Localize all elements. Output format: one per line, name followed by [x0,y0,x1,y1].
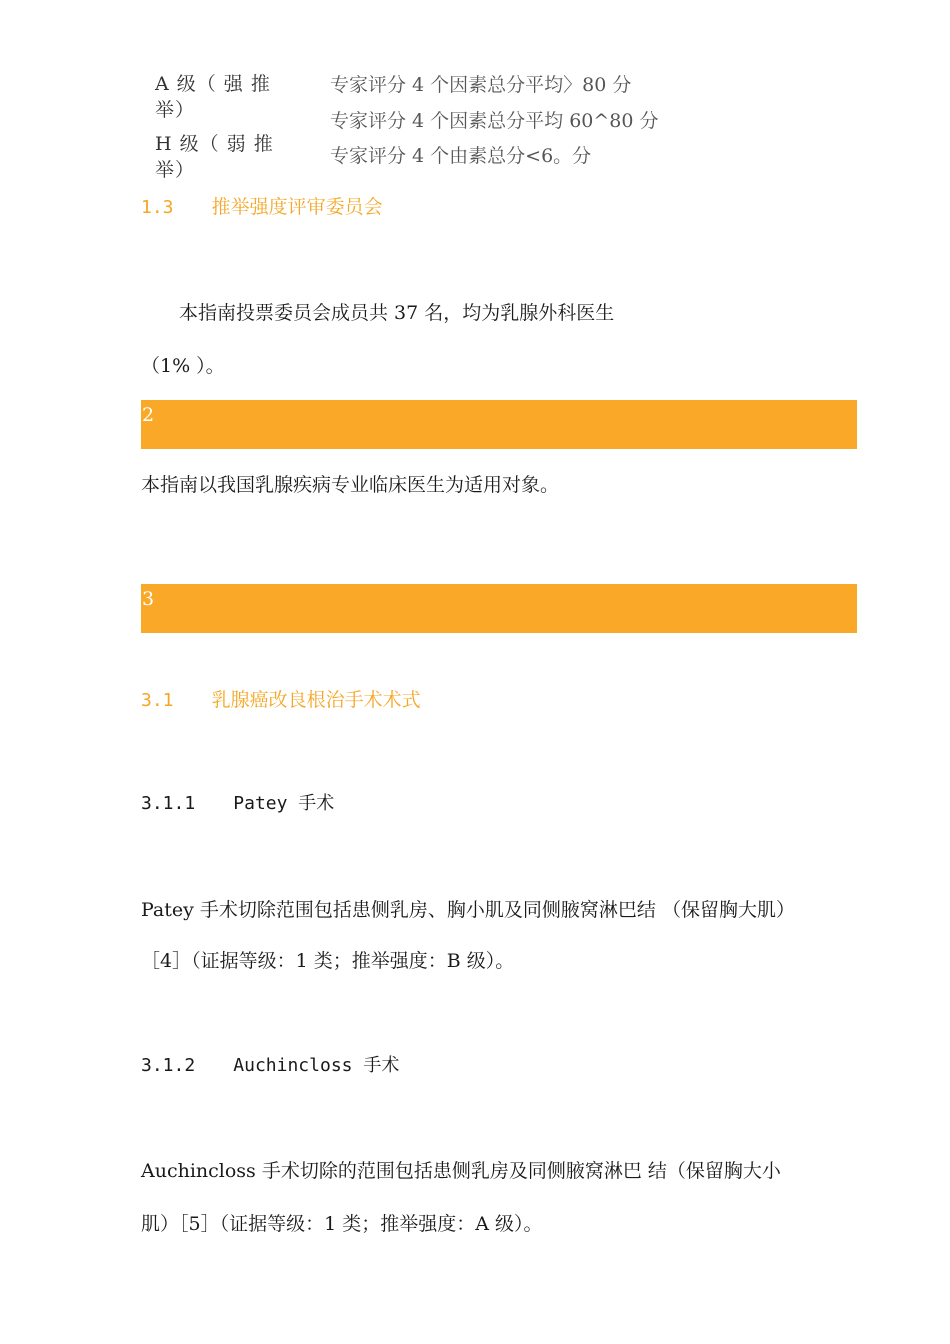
section-3-1-1-heading [141,789,334,815]
section-number: 3.1.1 [141,793,196,814]
section-title: Patey 手术 [233,793,335,814]
grade-a-label: A 级（ 强 推 举） [155,73,271,121]
section-number: 3.1 [141,690,174,711]
auchincloss-line-1: Auchincloss 手术切除的范围包括患侧乳房及同侧腋窝淋巴 结（保留胸大小 [141,1160,781,1182]
section-2-number: 2 [142,404,155,426]
grade-b-desc: 专家评分 4 个因素总分平均 60^80 分 [330,110,659,132]
section-title: Auchincloss 手术 [233,1055,400,1076]
grade-h-label: H 级（ 弱 推 举） [155,133,274,181]
committee-line-2: （1% ）。 [141,355,225,377]
grade-h-desc: 专家评分 4 个由素总分<6。分 [330,145,592,167]
section-3-1-heading [141,685,421,712]
section-2-bar [141,400,857,449]
section-3-number: 3 [142,588,155,610]
patey-line-2: ［4］（证据等级：1 类；推举强度：B 级）。 [141,950,515,972]
section-1-3-heading [141,192,383,219]
auchincloss-line-2: 肌）［5］（证据等级：1 类；推举强度：A 级）。 [141,1213,543,1235]
patey-line-1: Patey 手术切除范围包括患侧乳房、胸小肌及同侧腋窝淋巴结 （保留胸大肌） [141,899,795,921]
section-3-bar [141,584,857,633]
section-number: 3.1.2 [141,1055,196,1076]
section-title: 乳腺癌改良根治手术术式 [211,689,421,711]
committee-line-1: 本指南投票委员会成员共 37 名，均为乳腺外科医生 [179,302,615,324]
section-title: 推举强度评审委员会 [211,196,383,218]
scope-text: 本指南以我国乳腺疾病专业临床医生为适用对象。 [141,474,560,496]
section-number: 1.3 [141,197,174,218]
grade-a-desc: 专家评分 4 个因素总分平均〉80 分 [330,74,632,96]
section-3-1-2-heading [141,1051,399,1077]
